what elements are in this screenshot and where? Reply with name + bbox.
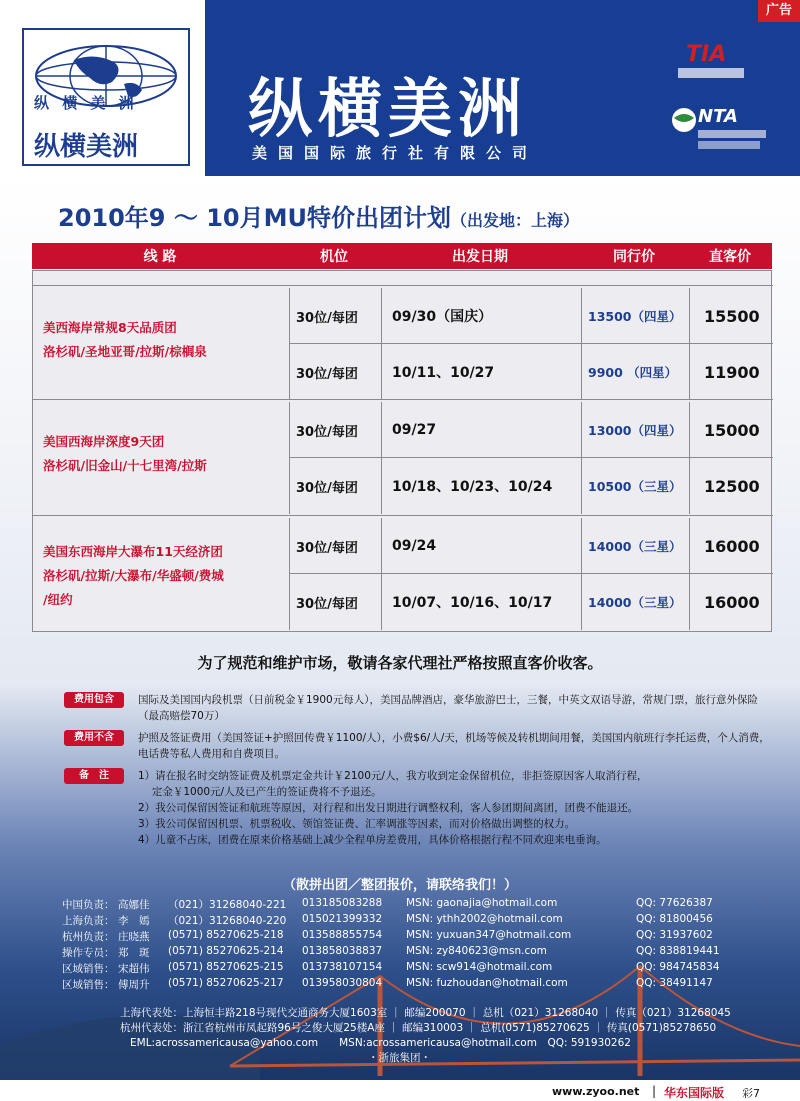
date-cell: 09/27 [381,402,581,458]
nta-logo: NTA [698,106,738,127]
contact-tel: （021）31268040-221 [168,899,287,911]
company-logo [22,28,190,166]
nta-caption-bar [698,130,766,138]
contact-qq: QQ: 38491147 [636,977,713,989]
contact-role: 区域销售： [62,963,115,975]
contact-tel: (0571) 85270625-217 [168,977,284,989]
table-header [32,243,772,269]
col-seats: 机位 [320,249,348,265]
note-line: 1）请在报名时交纳签证费及机票定金共计￥2100元/人，我方收到定金保留机位，非拒签原因客人取消行程， [138,770,648,782]
note-line: 定金￥1000元/人及已产生的签证费将不予退还。 [138,786,382,798]
contact-name: 庄晓燕 [118,931,150,943]
pricing-notice: 为了规范和维护市场，敬请各家代理社严格按照直客价收客。 [197,654,603,672]
contact-msn[interactable]: MSN: scw914@hotmail.com [406,961,553,973]
seats-cell: 30位/每团 [289,574,381,630]
nta-globe-icon [670,106,698,134]
route-cities: 洛杉矶/圣地亚哥/拉斯/棕榈泉 [43,344,207,359]
table-group [33,515,773,631]
note-line: 2）我公司保留因签证和航班等原因，对行程和出发日期进行调整权利，客人参团期间离团，团费不能退还。 [138,802,639,814]
peer-price-cell: 14000（三星） [581,574,689,630]
note-tag: 备 注 [64,768,124,784]
contact-mobile: 013858038837 [302,945,383,957]
contact-mobile: 013185083288 [302,897,383,909]
contact-tel: （021）31268040-220 [168,915,287,927]
date-cell: 09/24 [381,518,581,574]
contact-tel: (0571) 85270625-214 [168,945,284,957]
nta-caption-bar-2 [698,141,760,149]
contact-role: 上海负责： [62,915,115,927]
note-line: 4）儿童不占床，团费在原来价格基础上减少全程单房差费用，具体价格根据行程不同欢迎来电垂询。 [138,834,607,846]
table-row [289,344,773,400]
contact-role: 杭州负责： [62,931,115,943]
contact-role: 区域销售： [62,979,115,991]
route-cities-cont: /纽约 [43,592,73,607]
seats-cell: 30位/每团 [289,518,381,574]
table-row [289,402,773,458]
col-peer-price: 同行价 [613,249,655,265]
shanghai-office: 上海代表处：上海恒丰路218号现代交通商务大厦1603室 ｜ 邮编200070 ｜ 总机（021）31268040 ｜ 传真（021）31268045 [120,1007,731,1019]
seats-cell: 30位/每团 [289,458,381,514]
plan-title-main: 2010年9 ～ 10月MU特价出团计划 [58,204,451,232]
email-line: EML:acrossamericausa@yahoo.com MSN:acrossamericausa@hotmail.com QQ: 591930262 [130,1037,631,1049]
date-cell: 09/30（国庆） [381,288,581,344]
route-name: 美国东西海岸大瀑布11天经济团 [43,544,223,559]
contact-name: 宋超伟 [118,963,150,975]
direct-price-cell: 15500 [689,288,773,344]
logo-text-large: 纵横美洲 [34,132,139,162]
route-name: 美国西海岸深度9天团 [43,434,165,449]
route-cities: 洛杉矶/旧金山/十七里湾/拉斯 [43,458,207,473]
direct-price-cell: 12500 [689,458,773,514]
plan-title [58,198,579,233]
table-row [289,288,773,344]
contact-mobile: 013588855754 [302,929,383,941]
plan-title-departure: （出发地：上海） [450,211,579,230]
direct-price-cell: 16000 [689,574,773,630]
route-name: 美西海岸常规8天品质团 [43,320,177,335]
footer-edition: 华东国际版 [664,1086,725,1100]
group-name: ・浙旅集团・ [368,1052,431,1064]
contact-qq: QQ: 31937602 [636,929,713,941]
contact-mobile: 013958030804 [302,977,383,989]
contact-msn[interactable]: MSN: fuzhoudan@hotmail.com [406,977,568,989]
table-group [33,285,773,399]
note-line: 3）我公司保留因机票、机票税收、领馆签证费、汇率调涨等因素，而对价格做出调整的权力。 [138,818,576,830]
tia-logo: TIA [686,42,727,67]
contact-tel: (0571) 85270625-215 [168,961,284,973]
seats-cell: 30位/每团 [289,402,381,458]
contact-qq: QQ: 984745834 [636,961,720,973]
contact-qq: QQ: 77626387 [636,897,713,909]
contact-name: 郑 斑 [118,947,150,959]
contact-role: 操作专员： [62,947,115,959]
table-row [289,574,773,630]
seats-cell: 30位/每团 [289,288,381,344]
association-logos [668,40,768,160]
route-cities: 洛杉矶/拉斯/大瀑布/华盛顿/费城 [43,568,224,583]
date-cell: 10/07、10/16、10/17 [381,574,581,630]
hangzhou-office: 杭州代表处：浙江省杭州市凤起路96号之俊大厦25楼A座 ｜ 邮编310003 ｜ 总机(0571)85270625 ｜ 传真(0571)85278650 [120,1022,717,1034]
peer-price-cell: 9900 （四星） [581,344,689,400]
contact-tel: (0571) 85270625-218 [168,929,284,941]
peer-price-cell: 13000（四星） [581,402,689,458]
exclude-tag: 费用不含 [64,730,124,746]
direct-price-cell: 11900 [689,344,773,400]
table-row [289,458,773,514]
footer-page-number: 彩7 [742,1087,760,1100]
contact-qq: QQ: 81800456 [636,913,713,925]
include-tag: 费用包含 [64,692,124,708]
logo-text-small: 纵 横 美 洲 [34,94,138,112]
direct-price-cell: 15000 [689,402,773,458]
peer-price-cell: 14000（三星） [581,518,689,574]
contact-msn[interactable]: MSN: gaonajia@hotmail.com [406,897,558,909]
table-row [289,518,773,574]
tia-caption-bar [678,68,744,78]
footer-url[interactable]: www.zyoo.net [552,1085,640,1098]
contact-name: 高娜佳 [118,899,150,911]
price-table [32,270,772,632]
company-name: 美国国际旅行社有限公司 [252,144,539,162]
contact-name: 傅周升 [118,979,150,991]
exclude-text: 护照及签证费用（美国签证+护照回传费￥1100/人），小费$6/人/天，机场等候及转机期间用餐，美国国内航班行李托运费，个人消费，电话费等私人费用和自费项目。 [138,732,770,760]
include-text: 国际及美国国内段机票（日前税金￥1900元每人），美国品牌酒店，豪华旅游巴士，三餐，中英文双语导游，常规门票，旅行意外保险（最高赔偿70万） [138,694,758,722]
contact-mobile: 015021399332 [302,913,383,925]
col-direct-price: 直客价 [709,249,751,265]
contact-name: 李 嫣 [118,915,150,927]
date-cell: 10/18、10/23、10/24 [381,458,581,514]
peer-price-cell: 10500（三星） [581,458,689,514]
col-route: 线 路 [143,249,177,265]
direct-price-cell: 16000 [689,518,773,574]
contact-qq: QQ: 838819441 [636,945,720,957]
brand-title: 纵横美洲 [248,72,528,147]
peer-price-cell: 13500（四星） [581,288,689,344]
table-group [33,399,773,515]
footer-separator: | [652,1084,657,1098]
date-cell: 10/11、10/27 [381,344,581,400]
ad-badge: 广告 [758,0,800,22]
contact-heading: （散拼出团／整团报价，请联络我们！） [282,878,517,893]
contact-mobile: 013738107154 [302,961,383,973]
contact-msn[interactable]: MSN: ythh2002@hotmail.com [406,913,563,925]
seats-cell: 30位/每团 [289,344,381,400]
contact-role: 中国负责： [62,899,115,911]
col-dates: 出发日期 [452,249,508,265]
contact-msn[interactable]: MSN: yuxuan347@hotmail.com [406,929,572,941]
contact-msn[interactable]: MSN: zy840623@msn.com [406,945,547,957]
